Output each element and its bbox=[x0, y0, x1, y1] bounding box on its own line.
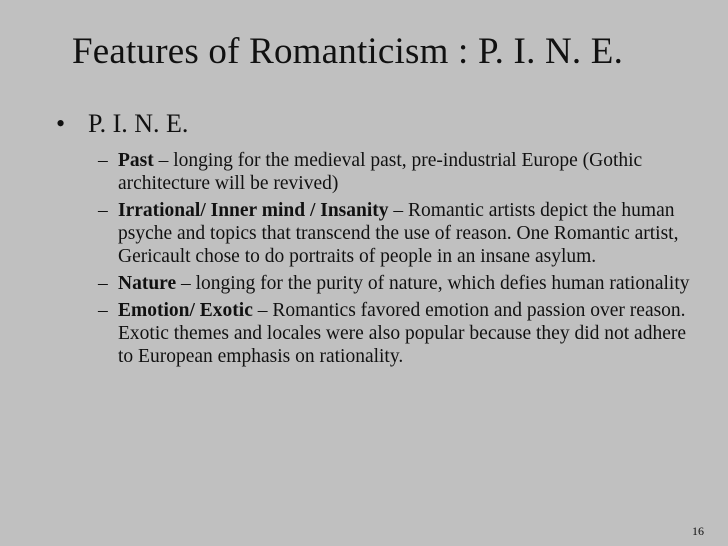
feature-item-past bbox=[98, 149, 698, 195]
main-bullet-text: P. I. N. E. bbox=[88, 109, 189, 138]
feature-term: Nature bbox=[118, 273, 177, 294]
feature-term: Irrational/ Inner mind / Insanity bbox=[118, 200, 389, 221]
feature-term: Emotion/ Exotic bbox=[118, 300, 253, 321]
dash-icon: – bbox=[98, 200, 108, 221]
feature-list bbox=[98, 149, 698, 372]
slide-title: Features of Romanticism : P. I. N. E. bbox=[72, 31, 624, 72]
feature-item-nature bbox=[98, 272, 698, 295]
feature-item-emotion bbox=[98, 299, 698, 368]
dash-icon: – bbox=[98, 273, 108, 294]
feature-description: – longing for the purity of nature, which defies human rationality bbox=[176, 273, 690, 294]
dash-icon: – bbox=[98, 150, 108, 171]
dash-icon: – bbox=[98, 300, 108, 321]
page-number: 16 bbox=[692, 524, 704, 538]
feature-description: – longing for the medieval past, pre-industrial Europe (Gothic architecture will be revived) bbox=[118, 150, 643, 194]
main-bullet bbox=[56, 108, 188, 140]
feature-description: – Romantic artists depict the human psyche and topics that transcend the use of reason. One Romantic artist, Gericault chose to do portraits of people in an insane asylum. bbox=[118, 200, 679, 267]
feature-term: Past bbox=[118, 150, 154, 171]
feature-item-irrational bbox=[98, 199, 698, 268]
feature-description: – Romantics favored emotion and passion over reason. Exotic themes and locales were also popular because they did not adhere to European emphasis on rationality. bbox=[118, 300, 686, 367]
bullet-dot: • bbox=[56, 109, 66, 138]
